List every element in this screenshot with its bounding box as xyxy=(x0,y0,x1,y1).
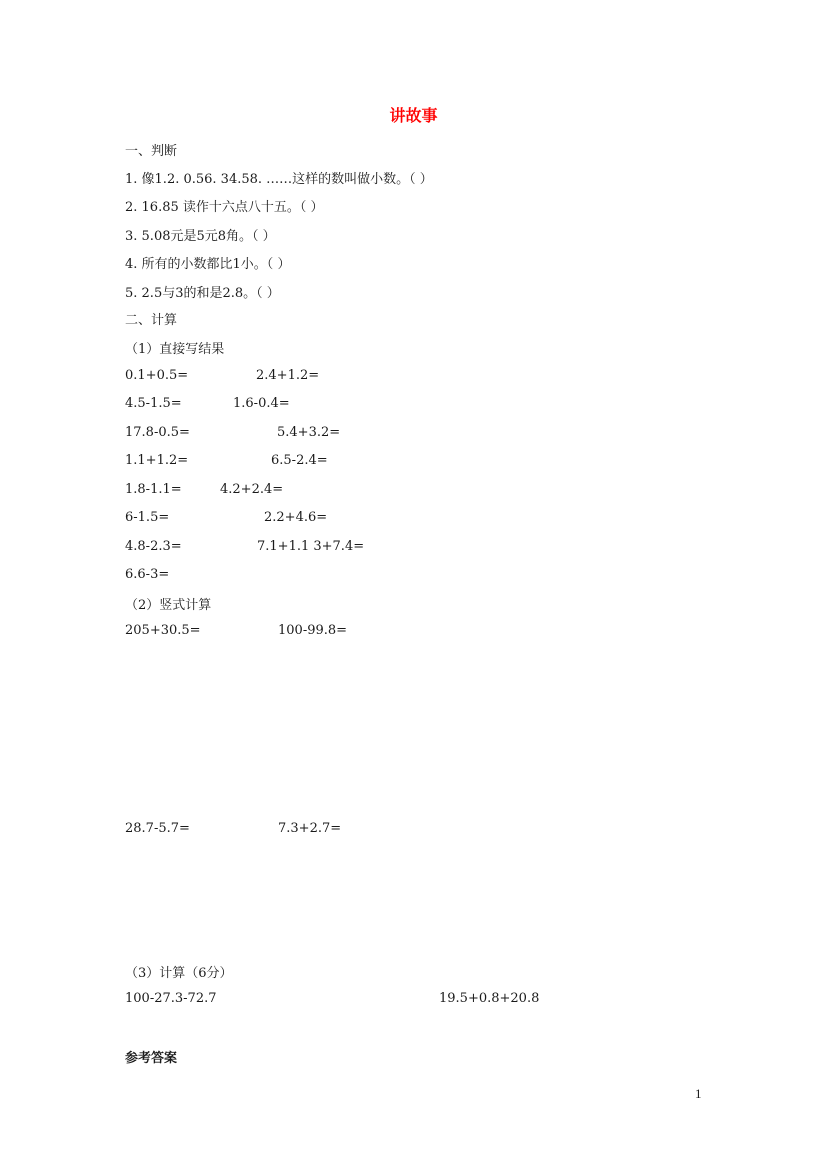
vertical-calc-item: 7.3+2.7= xyxy=(278,821,342,836)
page-title: 讲故事 xyxy=(389,106,438,125)
section-heading-judgement: 一、判断 xyxy=(125,144,178,159)
calc-item: 1.8-1.1= xyxy=(125,482,182,497)
subsection-heading-compute: （3）计算（6分） xyxy=(125,966,233,981)
vertical-calc-item: 100-99.8= xyxy=(278,623,348,638)
subsection-heading-vertical: （2）竖式计算 xyxy=(125,598,212,613)
calc-item: 1.1+1.2= xyxy=(125,453,189,468)
judgement-item-3: 3. 5.08元是5元8角。（ ） xyxy=(125,229,276,244)
calc-item: 5.4+3.2= xyxy=(277,425,341,440)
vertical-calc-item: 28.7-5.7= xyxy=(125,821,190,836)
subsection-heading-direct: （1）直接写结果 xyxy=(125,342,225,357)
calc-item: 4.5-1.5= xyxy=(125,396,182,411)
judgement-item-5: 5. 2.5与3的和是2.8。（ ） xyxy=(125,286,280,301)
answers-heading: 参考答案 xyxy=(125,1051,178,1066)
calc-item: 4.8-2.3= xyxy=(125,539,182,554)
calc-item: 4.2+2.4= xyxy=(220,482,284,497)
calc-item: 6-1.5= xyxy=(125,510,170,525)
calc-item: 2.4+1.2= xyxy=(256,368,320,383)
section-heading-calculation: 二、计算 xyxy=(125,313,178,328)
calc-item: 2.2+4.6= xyxy=(264,510,328,525)
calc-item: 17.8-0.5= xyxy=(125,425,190,440)
page-number: 1 xyxy=(695,1086,702,1101)
calc-item: 1.6-0.4= xyxy=(233,396,290,411)
compute-item: 19.5+0.8+20.8 xyxy=(439,991,540,1006)
compute-item: 100-27.3-72.7 xyxy=(125,991,217,1006)
judgement-item-2: 2. 16.85 读作十六点八十五。（ ） xyxy=(125,200,324,215)
calc-item: 7.1+1.1 3+7.4= xyxy=(257,539,365,554)
calc-item: 6.6-3= xyxy=(125,567,170,582)
calc-item: 6.5-2.4= xyxy=(271,453,328,468)
judgement-item-4: 4. 所有的小数都比1小。（ ） xyxy=(125,257,291,272)
judgement-item-1: 1. 像1.2. 0.56. 34.58. ……这样的数叫做小数。（ ） xyxy=(125,172,433,187)
calc-item: 0.1+0.5= xyxy=(125,368,189,383)
vertical-calc-item: 205+30.5= xyxy=(125,623,201,638)
